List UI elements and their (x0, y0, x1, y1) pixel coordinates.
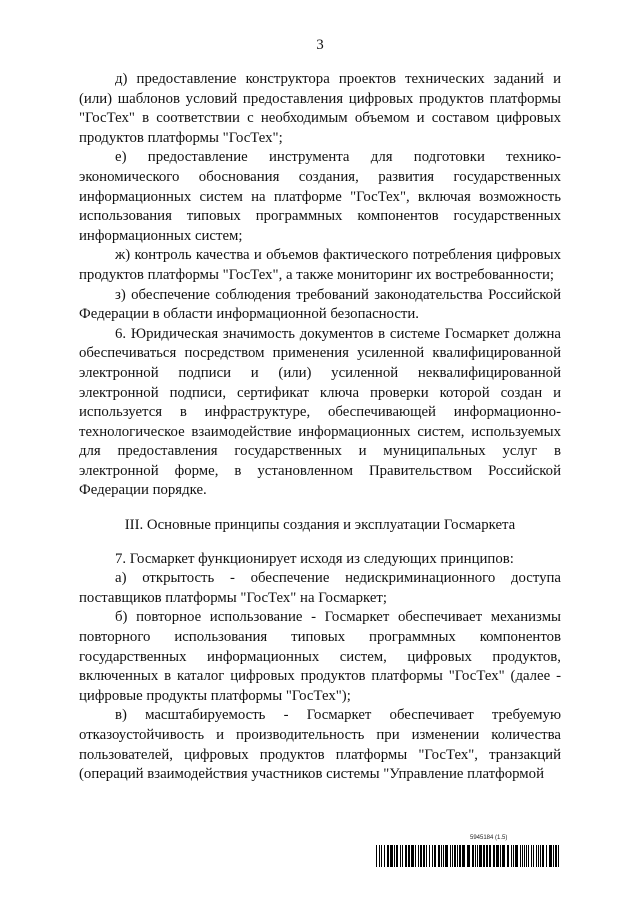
barcode (376, 845, 560, 867)
section-heading: III. Основные принципы создания и эксплуатации Госмаркета (124, 517, 516, 534)
page-number: 3 (316, 37, 324, 53)
document-body (79, 70, 561, 785)
paragraph-d: д) предоставление конструктора проектов технических заданий и (или) шаблонов условий предоставления цифровых продуктов платформы "ГосТех" в соответствии с необходимым объемом и составом цифровых продуктов платформы "ГосТех"; (79, 71, 561, 146)
paragraph-7: 7. Госмаркет функционирует исходя из следующих принципов: (115, 550, 514, 567)
paragraph-a: а) открытость - обеспечение недискриминационного доступа поставщиков платформы "ГосТех" на Госмаркет; (79, 570, 561, 606)
paragraph-z: з) обеспечение соблюдения требований законодательства Российской Федерации в области информационной безопасности. (79, 286, 561, 323)
paragraph-e: е) предоставление инструмента для подготовки технико-экономического обоснования создания, развития государственных информационных систем на платформе "ГосТех", включая возможность использования типовых программных компонентов государственных информационных систем; (79, 149, 561, 244)
paragraph-6: 6. Юридическая значимость документов в системе Госмаркет должна обеспечиваться посредством применения усиленной квалифицированной электронной подписи и (или) усиленной неквалифицированной электронной подписи, сертификат ключа проверки которой создан и используется в инфраструктуре, обеспечивающей информационно-технологическое взаимодействие информационных систем, используемых для предоставления государственных и муниципальных услуг в электронной форме, в установленном Правительством Российской Федерации порядке. (79, 325, 561, 499)
paragraph-v: в) масштабируемость - Госмаркет обеспечивает требуемую отказоустойчивость и производительность при изменении количества пользователей, цифровых продуктов платформы "ГосТех", транзакций (операций взаимодействия участников системы "Управление платформой (79, 707, 561, 783)
paragraph-b: б) повторное использование - Госмаркет обеспечивает механизмы повторного использования типовых программных компонентов государственных информационных систем, цифровых продуктов, включенных в каталог цифровых продуктов платформы "ГосТех" (далее - цифровые продукты платформы "ГосТех"); (79, 609, 561, 704)
document-id: 5945184 (1.5) (470, 835, 508, 841)
paragraph-zh: ж) контроль качества и объемов фактического потребления цифровых продуктов платформы "ГосТех", а также мониторинг их востребованности; (79, 247, 561, 283)
